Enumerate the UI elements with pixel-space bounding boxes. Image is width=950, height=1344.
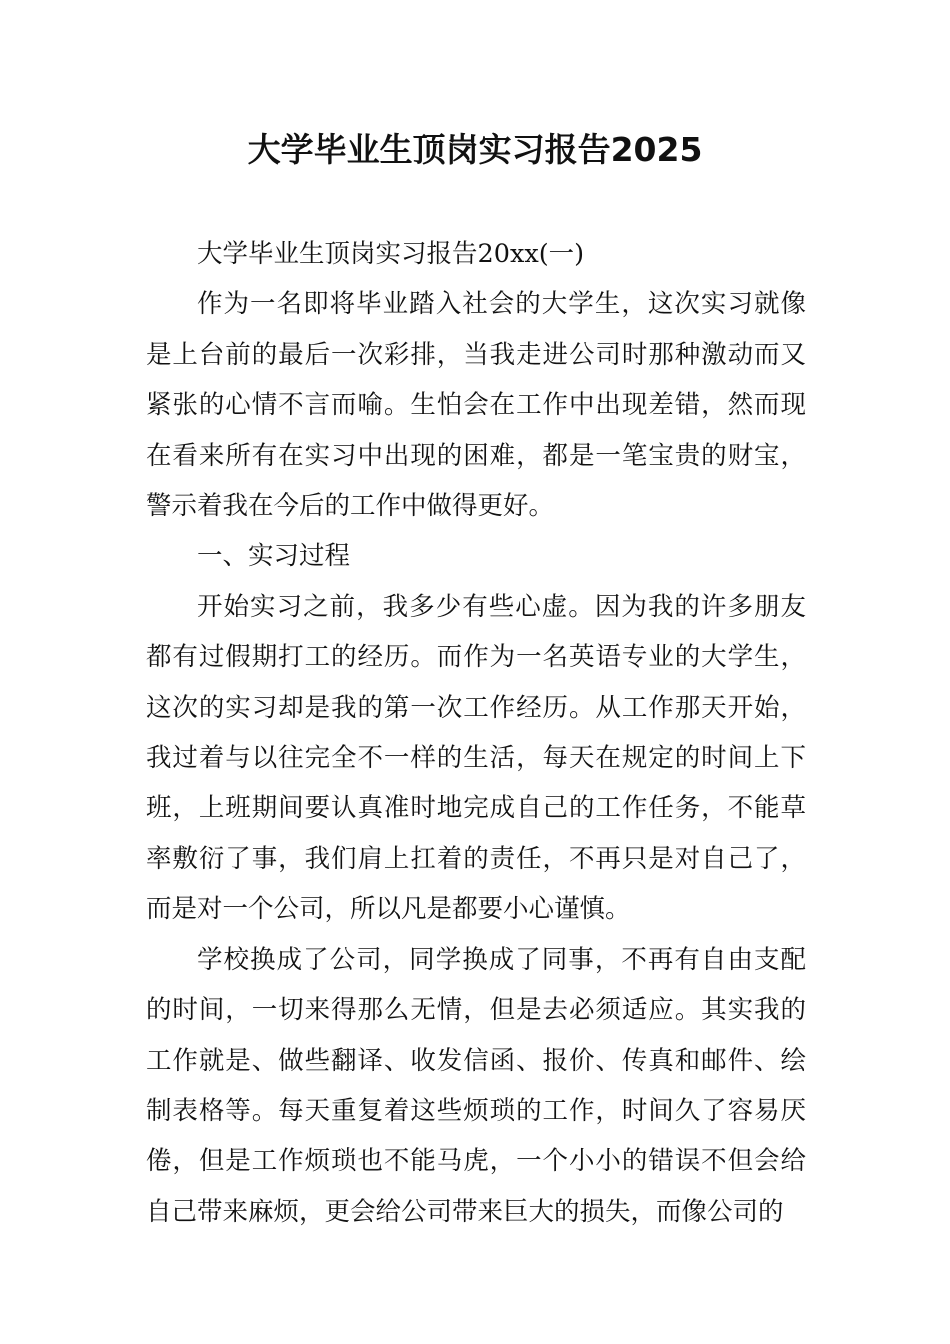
document-title: 大学毕业生顶岗实习报告2025 <box>247 130 703 169</box>
body-paragraph: 作为一名即将毕业踏入社会的大学生，这次实习就像是上台前的最后一次彩排，当我走进公司时那种激动而又紧张的心情不言而喻。生怕会在工作中出现差错，然而现在看来所有在实习中出现的困难，都是一笔宝贵的财宝，警示着我在今后的工作中做得更好。 <box>146 289 806 522</box>
section-heading: 一、实习过程 <box>197 541 351 572</box>
body-paragraph: 学校换成了公司，同学换成了同事，不再有自由支配的时间，一切来得那么无情，但是去必须适应。其实我的工作就是、做些翻译、收发信函、报价、传真和邮件、绘制表格等。每天重复着这些烦琐的工作，时间久了容易厌倦，但是工作烦琐也不能马虎，一个小小的错误不但会给自己带来麻烦，更会给公司带来巨大的损失，而像公司的 <box>146 944 806 1227</box>
section-heading: 大学毕业生顶岗实习报告20xx(一) <box>197 239 585 269</box>
document-body <box>146 229 806 1237</box>
body-paragraph: 开始实习之前，我多少有些心虚。因为我的许多朋友都有过假期打工的经历。而作为一名英语专业的大学生，这次的实习却是我的第一次工作经历。从工作那天开始，我过着与以往完全不一样的生活，每天在规定的时间上下班，上班期间要认真准时地完成自己的工作任务，不能草率敷衍了事，我们肩上扛着的责任，不再只是对自己了，而是对一个公司，所以凡是都要小心谨慎。 <box>146 591 806 925</box>
